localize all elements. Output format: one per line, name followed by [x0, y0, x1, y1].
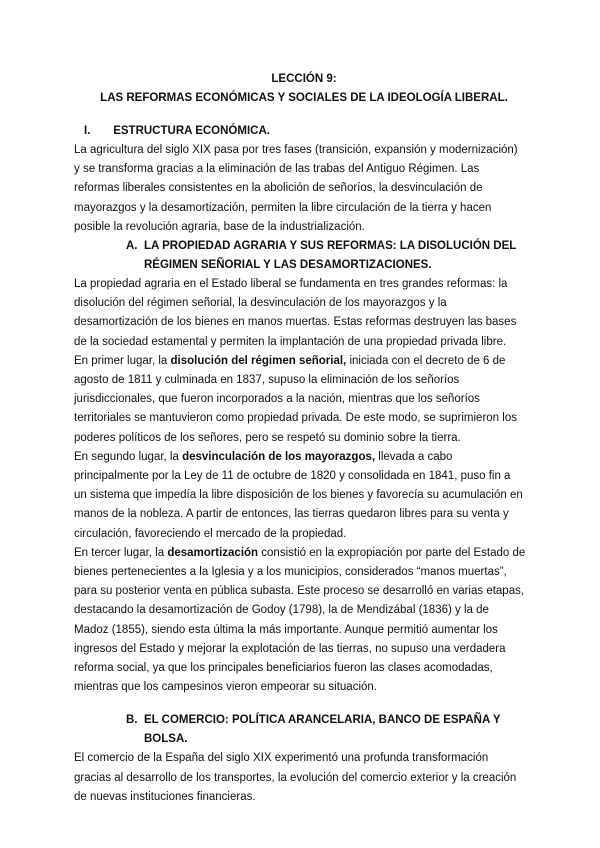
text-run: En tercer lugar, la [74, 546, 168, 559]
paragraph-agrarian-property: La propiedad agraria en el Estado liberal se fundamenta en tres grandes reformas: la disolución del régimen señorial, la desvinculación de los mayorazgos y la desamortización de los bienes en manos muertas. Estas reformas destruyen las bases de la sociedad estamental y permiten la implantación de una propiedad privada libre. [74, 278, 517, 348]
subsection-title: LA PROPIEDAD AGRARIA Y SUS REFORMAS: LA DISOLUCIÓN DEL RÉGIMEN SEÑORIAL Y LAS DESAMORTIZACIONES. [144, 240, 517, 272]
bold-term: desamortización [167, 546, 259, 559]
text-run: llevada a cabo principalmente por la Ley de 11 de octubre de 1820 y consolidada en 1841, puso fin a un sistema que impedía la libre disposición de los bienes y favorecía su acumulación en manos de la nobleza. A partir de entonces, las tierras quedaron libres para su venta y circulación, favoreciendo el mercado de la propiedad. [74, 450, 523, 540]
intro-paragraph: La agricultura del siglo XIX pasa por tres fases (transición, expansión y modernización) y se transforma gracias a la eliminación de las trabas del Antiguo Régimen. Las reformas liberales consistentes en la abolición de señoríos, la desvinculación de mayorazgos y la desamortización, permiten la libre circulación de la tierra y hacen posible la revolución agraria, base de la industrialización. [74, 144, 518, 233]
paragraph-commerce: El comercio de la España del siglo XIX experimentó una profunda transformación gracias al desarrollo de los transportes, la evolución del comercio exterior y la creación de nuevas instituciones financieras. [74, 752, 517, 803]
lesson-title [74, 70, 526, 108]
bold-term: disolución del régimen señorial, [170, 354, 347, 367]
paragraph-desamortizacion [74, 544, 526, 698]
text-run: En primer lugar, la [74, 354, 171, 367]
section-title: ESTRUCTURA ECONÓMICA. [113, 125, 270, 137]
lesson-number: LECCIÓN 9: [271, 73, 337, 85]
subsection-heading-a [74, 237, 526, 275]
subsection-letter: B. [126, 714, 138, 727]
paragraph-mayorazgos [74, 448, 526, 544]
text-run: iniciada con el decreto de 6 de agosto de 1811 y culminada en 1837, supuso la eliminación de los señoríos jurisdiccionales, que fueron incorporados a la nación, mientras que los señoríos territoriales se mantuvieron como propiedad privada. De este modo, se suprimieron los poderes políticos de los señores, pero se respetó su dominio sobre la tierra. [74, 354, 517, 444]
spacer [74, 697, 526, 711]
subsection-heading-b [74, 711, 526, 749]
section-number: I. [84, 125, 91, 137]
text-run: En segundo lugar, la [74, 450, 183, 463]
section-heading-1 [74, 122, 526, 141]
paragraph-seigneurial [74, 352, 526, 448]
subsection-letter: A. [126, 240, 138, 253]
text-run: consistió en la expropiación por parte del Estado de bienes pertenecientes a la Iglesia y a los municipios, considerados “manos muertas”, para su posterior venta en pública subasta. Este proceso se desarrolló en varias etapas, destacando la desamortización de Godoy (1798), la de Mendizábal (1836) y la de Madoz (1855), siendo esta última la más importante. Aunque permitió aumentar los ingresos del Estado y mejorar la explotación de las tierras, no supuso una verdadera reforma social, ya que los principales beneficiarios fueron las clases acomodadas, mientras que los campesinos vieron empeorar su situación. [74, 546, 526, 694]
lesson-subtitle: LAS REFORMAS ECONÓMICAS Y SOCIALES DE LA IDEOLOGÍA LIBERAL. [100, 92, 508, 104]
bold-term: desvinculación de los mayorazgos, [182, 450, 376, 463]
subsection-title: EL COMERCIO: POLÍTICA ARANCELARIA, BANCO DE ESPAÑA Y BOLSA. [144, 714, 501, 746]
